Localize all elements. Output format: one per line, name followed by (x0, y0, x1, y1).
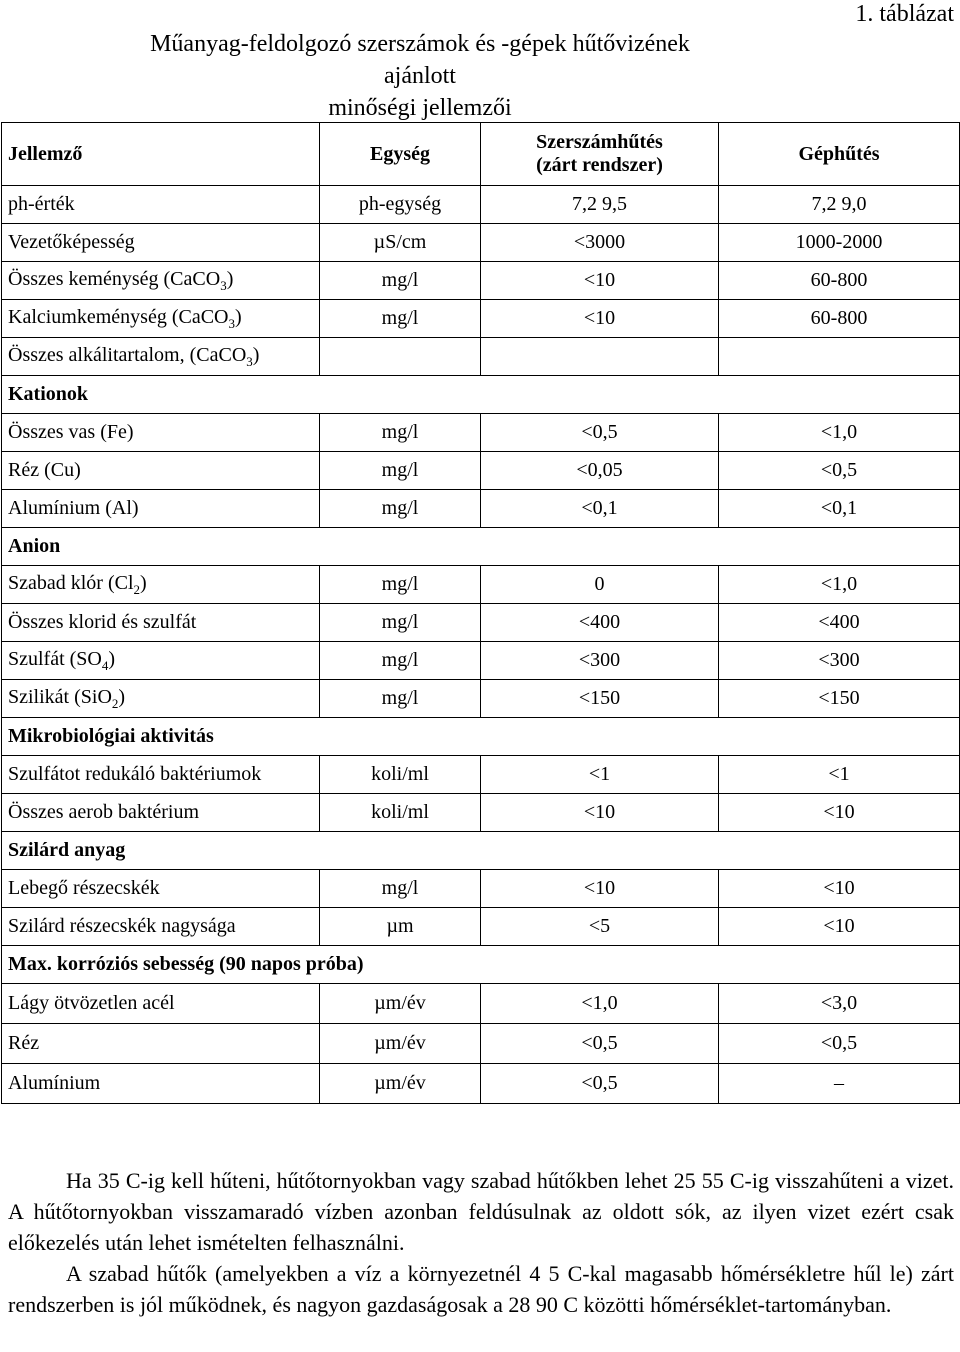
cell-property (2, 338, 320, 376)
cell-tool-cooling: <150 (481, 680, 719, 718)
body-text (8, 1165, 954, 1320)
property-suffix: ) (108, 647, 116, 670)
cell-machine-cooling: 1000-2000 (719, 224, 960, 262)
property-name: Szilárd részecskék nagysága (8, 915, 236, 937)
cell-tool-cooling: <0,05 (481, 452, 719, 490)
cell-unit: mg/l (320, 262, 481, 300)
cell-unit: mg/l (320, 870, 481, 908)
cell-unit (320, 338, 481, 376)
cell-tool-cooling: <0,5 (481, 1024, 719, 1064)
table-number-label: 1. táblázat (855, 1, 954, 27)
cell-tool-cooling: <10 (481, 794, 719, 832)
property-suffix: ) (118, 685, 126, 708)
property-name: Alumínium (Al) (8, 497, 139, 519)
cell-property (2, 794, 320, 832)
cell-tool-cooling: <0,1 (481, 490, 719, 528)
table-header-row (2, 123, 960, 186)
cell-tool-cooling: 7,2 9,5 (481, 186, 719, 224)
cell-property (2, 1064, 320, 1104)
cell-property (2, 756, 320, 794)
cell-property (2, 642, 320, 680)
cell-unit: µm/év (320, 1064, 481, 1104)
cell-machine-cooling: <1 (719, 756, 960, 794)
property-name: Összes aerob baktérium (8, 801, 200, 823)
table-row (2, 680, 960, 718)
section-title: Max. korróziós sebesség (90 napos próba) (2, 946, 960, 984)
property-name: ph-érték (8, 193, 75, 215)
table-row (2, 1024, 960, 1064)
section-title: Szilárd anyag (2, 832, 960, 870)
table-row (2, 908, 960, 946)
cell-tool-cooling: <1 (481, 756, 719, 794)
table-row (2, 984, 960, 1024)
table-row (2, 566, 960, 604)
cell-unit: mg/l (320, 452, 481, 490)
property-name: Szabad klór (Cl (8, 571, 134, 594)
paragraph-2: A szabad hűtők (amelyekben a víz a környezetnél 4 5 C-kal magasabb hőmérsékletre hűl le) zárt rendszerben is jól működnek, és nagyon gazdaságosak a 28 90 C közötti hőmérséklet-tartományban. (8, 1261, 954, 1317)
cell-unit: µS/cm (320, 224, 481, 262)
cell-machine-cooling: <10 (719, 908, 960, 946)
cell-tool-cooling: <10 (481, 262, 719, 300)
property-suffix: ) (140, 571, 147, 594)
cell-unit: mg/l (320, 300, 481, 338)
cell-tool-cooling: <10 (481, 870, 719, 908)
cell-tool-cooling: 0 (481, 566, 719, 604)
cell-unit: mg/l (320, 680, 481, 718)
property-subscript: 3 (220, 277, 227, 293)
property-name: Összes klorid és szulfát (8, 611, 197, 633)
title-line-1: Műanyag-feldolgozó szerszámok és -gépek hűtővizének ajánlott (150, 31, 690, 89)
table-row (2, 224, 960, 262)
table-row (2, 452, 960, 490)
table-row (2, 604, 960, 642)
cell-unit: mg/l (320, 566, 481, 604)
property-name: Szulfát (SO (8, 647, 102, 670)
property-suffix: ) (235, 305, 242, 328)
table-section-row (2, 528, 960, 566)
cell-machine-cooling: <400 (719, 604, 960, 642)
property-name: Szilikát (SiO (8, 685, 112, 708)
cooling-water-quality-table (1, 122, 960, 1104)
cell-property (2, 604, 320, 642)
page-title (120, 28, 720, 124)
cell-property (2, 870, 320, 908)
table-section-row (2, 376, 960, 414)
table-row (2, 262, 960, 300)
section-title: Kationok (2, 376, 960, 414)
cell-unit: mg/l (320, 490, 481, 528)
cell-machine-cooling: <10 (719, 794, 960, 832)
section-title: Anion (2, 528, 960, 566)
cell-tool-cooling: <1,0 (481, 984, 719, 1024)
property-name: Kalciumkeménység (CaCO (8, 305, 229, 328)
table-row (2, 794, 960, 832)
cell-property (2, 490, 320, 528)
cell-unit: µm/év (320, 1024, 481, 1064)
property-name: Összes keménység (CaCO (8, 267, 221, 290)
cell-tool-cooling (481, 338, 719, 376)
cell-unit: µm/év (320, 984, 481, 1024)
cell-property (2, 566, 320, 604)
table-row (2, 490, 960, 528)
title-line-2: minőségi jellemzői (328, 95, 512, 121)
cell-property (2, 414, 320, 452)
cell-unit: mg/l (320, 414, 481, 452)
cell-tool-cooling: <5 (481, 908, 719, 946)
property-subscript: 2 (133, 581, 141, 597)
cell-tool-cooling: <0,5 (481, 414, 719, 452)
cell-tool-cooling: <0,5 (481, 1064, 719, 1104)
cell-property (2, 186, 320, 224)
cell-machine-cooling: <3,0 (719, 984, 960, 1024)
property-subscript: 3 (228, 315, 235, 331)
property-name: Szulfátot redukáló baktériumok (8, 763, 262, 785)
section-title: Mikrobiológiai aktivitás (2, 718, 960, 756)
property-subscript: 4 (101, 657, 109, 673)
property-suffix: ) (252, 343, 260, 366)
cell-machine-cooling: 7,2 9,0 (719, 186, 960, 224)
header-tool-cooling-line1: Szerszámhűtés (536, 131, 663, 153)
property-name: Lágy ötvözetlen acél (8, 992, 175, 1014)
cell-machine-cooling: <0,5 (719, 1024, 960, 1064)
cell-machine-cooling: <10 (719, 870, 960, 908)
table-row (2, 870, 960, 908)
header-machine-cooling: Géphűtés (719, 123, 960, 186)
table-row (2, 1064, 960, 1104)
header-property: Jellemző (2, 123, 320, 186)
cell-unit: mg/l (320, 604, 481, 642)
cell-property (2, 908, 320, 946)
header-unit: Egység (320, 123, 481, 186)
property-name: Réz (Cu) (8, 459, 81, 481)
cell-machine-cooling: <0,5 (719, 452, 960, 490)
cell-tool-cooling: <300 (481, 642, 719, 680)
cell-unit: koli/ml (320, 794, 481, 832)
property-name: Lebegő részecskék (8, 877, 160, 899)
table-section-row (2, 946, 960, 984)
property-name: Összes vas (Fe) (8, 421, 134, 443)
cell-unit: µm (320, 908, 481, 946)
header-tool-cooling-line2: (zárt rendszer) (536, 154, 663, 176)
cell-property (2, 262, 320, 300)
cell-property (2, 300, 320, 338)
cell-machine-cooling: <1,0 (719, 414, 960, 452)
cell-property (2, 224, 320, 262)
property-subscript: 2 (111, 695, 119, 711)
cell-machine-cooling: 60-800 (719, 300, 960, 338)
cell-tool-cooling: <10 (481, 300, 719, 338)
property-suffix: ) (226, 267, 234, 290)
property-subscript: 3 (246, 353, 253, 369)
property-name: Vezetőképesség (8, 231, 135, 253)
cell-tool-cooling: <3000 (481, 224, 719, 262)
cell-unit: ph-egység (320, 186, 481, 224)
property-name: Réz (8, 1032, 40, 1054)
cell-machine-cooling: 60-800 (719, 262, 960, 300)
cell-machine-cooling: <300 (719, 642, 960, 680)
property-name: Alumínium (8, 1072, 101, 1094)
cell-tool-cooling: <400 (481, 604, 719, 642)
paragraph-1: Ha 35 C-ig kell hűteni, hűtőtornyokban vagy szabad hűtőkben lehet 25 55 C-ig visszahűteni a vizet. A hűtőtornyokban visszamaradó vízben azonban feldúsulnak az oldott sók, az ilyen vizet ezért csak előkezelés után lehet ismételten felhasználni. (8, 1168, 954, 1255)
header-tool-cooling (481, 123, 719, 186)
cell-property (2, 1024, 320, 1064)
cell-unit: mg/l (320, 642, 481, 680)
cell-machine-cooling: <1,0 (719, 566, 960, 604)
table-body (2, 186, 960, 1104)
cell-property (2, 452, 320, 490)
cell-machine-cooling: <150 (719, 680, 960, 718)
cell-property (2, 984, 320, 1024)
cell-machine-cooling: – (719, 1064, 960, 1104)
table-section-row (2, 718, 960, 756)
table-row (2, 756, 960, 794)
table-row (2, 642, 960, 680)
table-row (2, 300, 960, 338)
table-row (2, 186, 960, 224)
table-row (2, 338, 960, 376)
cell-machine-cooling: <0,1 (719, 490, 960, 528)
cell-property (2, 680, 320, 718)
table-section-row (2, 832, 960, 870)
property-name: Összes alkálitartalom, (CaCO (8, 343, 247, 366)
cell-machine-cooling (719, 338, 960, 376)
table-row (2, 414, 960, 452)
cell-unit: koli/ml (320, 756, 481, 794)
